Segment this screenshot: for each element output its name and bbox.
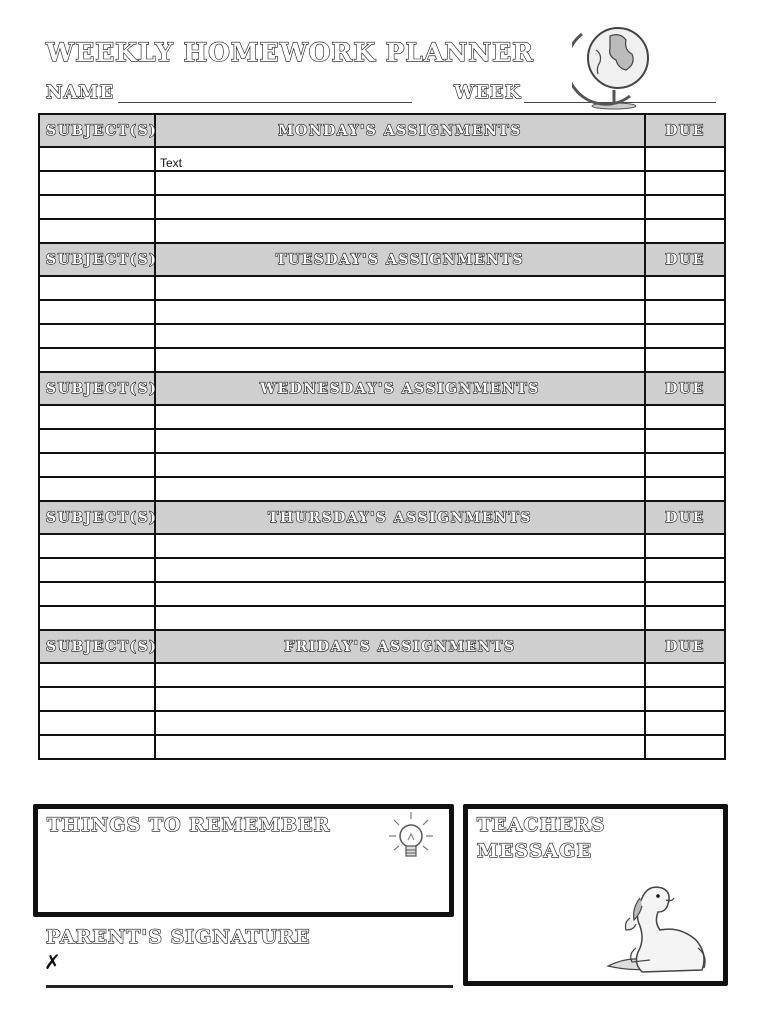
- assignment-cell[interactable]: [155, 663, 645, 687]
- due-column-header-cell: [645, 114, 725, 147]
- table-row: [39, 711, 725, 735]
- subject-column-header-cell: [39, 630, 158, 663]
- assignment-cell[interactable]: [155, 195, 645, 219]
- assignment-cell[interactable]: [155, 711, 645, 735]
- due-column-header-cell: [645, 630, 725, 663]
- due-cell[interactable]: [645, 558, 725, 582]
- table-row: [39, 534, 725, 558]
- due-cell[interactable]: [645, 477, 725, 501]
- table-row: [39, 147, 725, 171]
- day-assignments-header-cell: [155, 372, 645, 405]
- subject-cell[interactable]: [39, 711, 155, 735]
- subject-cell[interactable]: [39, 453, 155, 477]
- table-row: [39, 687, 725, 711]
- day-assignments-header: MONDAY'S ASSIGNMENTS: [278, 122, 522, 139]
- subject-column-header: SUBJECT(S): [46, 638, 158, 655]
- subject-column-header: SUBJECT(S): [46, 251, 158, 268]
- day-header-row: [39, 501, 725, 534]
- globe-icon: [572, 14, 656, 110]
- assignment-cell[interactable]: [155, 582, 645, 606]
- table-row: [39, 300, 725, 324]
- due-cell[interactable]: [645, 606, 725, 630]
- assignment-cell[interactable]: [155, 219, 645, 243]
- subject-cell[interactable]: [39, 534, 155, 558]
- due-cell[interactable]: [645, 300, 725, 324]
- subject-cell[interactable]: [39, 429, 155, 453]
- due-column-header-cell: [645, 501, 725, 534]
- assignment-cell[interactable]: [155, 534, 645, 558]
- due-column-header-cell: [645, 372, 725, 405]
- subject-cell[interactable]: [39, 558, 155, 582]
- table-row: [39, 276, 725, 300]
- assignment-cell[interactable]: [155, 558, 645, 582]
- table-row: [39, 558, 725, 582]
- name-label: NAME: [46, 82, 115, 103]
- day-assignments-header: FRIDAY'S ASSIGNMENTS: [284, 638, 516, 655]
- table-row: [39, 735, 725, 759]
- lightbulb-icon: [386, 810, 436, 870]
- subject-cell[interactable]: [39, 276, 155, 300]
- subject-cell[interactable]: [39, 735, 155, 759]
- signature-x-mark: ✗: [44, 950, 61, 974]
- due-cell[interactable]: [645, 348, 725, 372]
- teachers-message-label-line2: MESSAGE: [477, 840, 592, 862]
- day-assignments-header-cell: [155, 114, 645, 147]
- parents-signature-label: PARENT'S SIGNATURE: [46, 926, 311, 948]
- day-header-row: [39, 630, 725, 663]
- due-column-header: DUE: [665, 122, 705, 139]
- due-cell[interactable]: [645, 735, 725, 759]
- due-column-header: DUE: [665, 251, 705, 268]
- subject-column-header-cell: [39, 114, 158, 147]
- table-row: [39, 324, 725, 348]
- due-cell[interactable]: [645, 195, 725, 219]
- assignment-cell[interactable]: [155, 405, 645, 429]
- subject-cell[interactable]: [39, 687, 155, 711]
- table-row: [39, 405, 725, 429]
- subject-cell[interactable]: [39, 348, 155, 372]
- subject-column-header-cell: [39, 243, 158, 276]
- signature-line[interactable]: [46, 985, 453, 988]
- teachers-message-label-line1: TEACHERS: [477, 814, 606, 836]
- assignment-cell[interactable]: [155, 171, 645, 195]
- planner-title: WEEKLY HOMEWORK PLANNER: [46, 38, 534, 67]
- table-row: [39, 582, 725, 606]
- due-column-header-cell: [645, 243, 725, 276]
- subject-column-header: SUBJECT(S): [46, 380, 158, 397]
- due-cell[interactable]: [645, 276, 725, 300]
- due-cell[interactable]: [645, 711, 725, 735]
- day-assignments-header: WEDNESDAY'S ASSIGNMENTS: [260, 380, 540, 397]
- day-header-row: [39, 372, 725, 405]
- day-assignments-header-cell: [155, 243, 645, 276]
- table-row: [39, 663, 725, 687]
- week-label: WEEK: [454, 82, 522, 103]
- due-cell[interactable]: [645, 405, 725, 429]
- subject-cell[interactable]: [39, 195, 155, 219]
- due-cell[interactable]: [645, 687, 725, 711]
- due-cell[interactable]: [645, 429, 725, 453]
- day-header-row: [39, 243, 725, 276]
- subject-column-header-cell: [39, 372, 158, 405]
- assignment-cell[interactable]: [155, 300, 645, 324]
- table-row: [39, 477, 725, 501]
- subject-cell[interactable]: [39, 324, 155, 348]
- table-row: [39, 195, 725, 219]
- assignment-cell[interactable]: [155, 276, 645, 300]
- subject-column-header: SUBJECT(S): [46, 509, 158, 526]
- assignment-grid: [38, 113, 726, 760]
- due-cell[interactable]: [645, 582, 725, 606]
- subject-cell[interactable]: [39, 582, 155, 606]
- due-cell[interactable]: [645, 663, 725, 687]
- assignment-cell[interactable]: [155, 477, 645, 501]
- due-cell[interactable]: [645, 324, 725, 348]
- subject-cell[interactable]: [39, 147, 155, 171]
- assignment-cell[interactable]: [155, 687, 645, 711]
- subject-cell[interactable]: [39, 477, 155, 501]
- assignment-cell[interactable]: [155, 348, 645, 372]
- due-cell[interactable]: [645, 534, 725, 558]
- due-column-header: DUE: [665, 380, 705, 397]
- due-column-header: DUE: [665, 638, 705, 655]
- assignment-cell[interactable]: [155, 453, 645, 477]
- due-cell[interactable]: [645, 171, 725, 195]
- subject-cell[interactable]: [39, 405, 155, 429]
- name-field[interactable]: [118, 102, 412, 103]
- assignment-cell[interactable]: [155, 606, 645, 630]
- subject-cell[interactable]: [39, 663, 155, 687]
- table-row: [39, 429, 725, 453]
- reading-dog-illustration: [600, 878, 715, 974]
- table-row: [39, 171, 725, 195]
- table-row: [39, 219, 725, 243]
- subject-column-header: SUBJECT(S): [46, 122, 158, 139]
- day-assignments-header: TUESDAY'S ASSIGNMENTS: [275, 251, 525, 268]
- day-assignments-header-cell: [155, 630, 645, 663]
- subject-cell[interactable]: [39, 300, 155, 324]
- subject-cell[interactable]: [39, 606, 155, 630]
- subject-column-header-cell: [39, 501, 158, 534]
- day-header-row: [39, 114, 725, 147]
- subject-cell[interactable]: [39, 171, 155, 195]
- day-assignments-header: THURSDAY'S ASSIGNMENTS: [268, 509, 532, 526]
- things-to-remember-label: THINGS TO REMEMBER: [47, 814, 331, 836]
- subject-cell[interactable]: [39, 219, 155, 243]
- assignment-cell[interactable]: [155, 735, 645, 759]
- due-cell[interactable]: [645, 147, 725, 171]
- table-row: [39, 606, 725, 630]
- day-assignments-header-cell: [155, 501, 645, 534]
- table-row: [39, 348, 725, 372]
- table-row: [39, 453, 725, 477]
- due-cell[interactable]: [645, 453, 725, 477]
- due-column-header: DUE: [665, 509, 705, 526]
- due-cell[interactable]: [645, 219, 725, 243]
- assignment-cell[interactable]: [155, 429, 645, 453]
- assignment-cell[interactable]: Text: [155, 147, 645, 171]
- assignment-cell[interactable]: [155, 324, 645, 348]
